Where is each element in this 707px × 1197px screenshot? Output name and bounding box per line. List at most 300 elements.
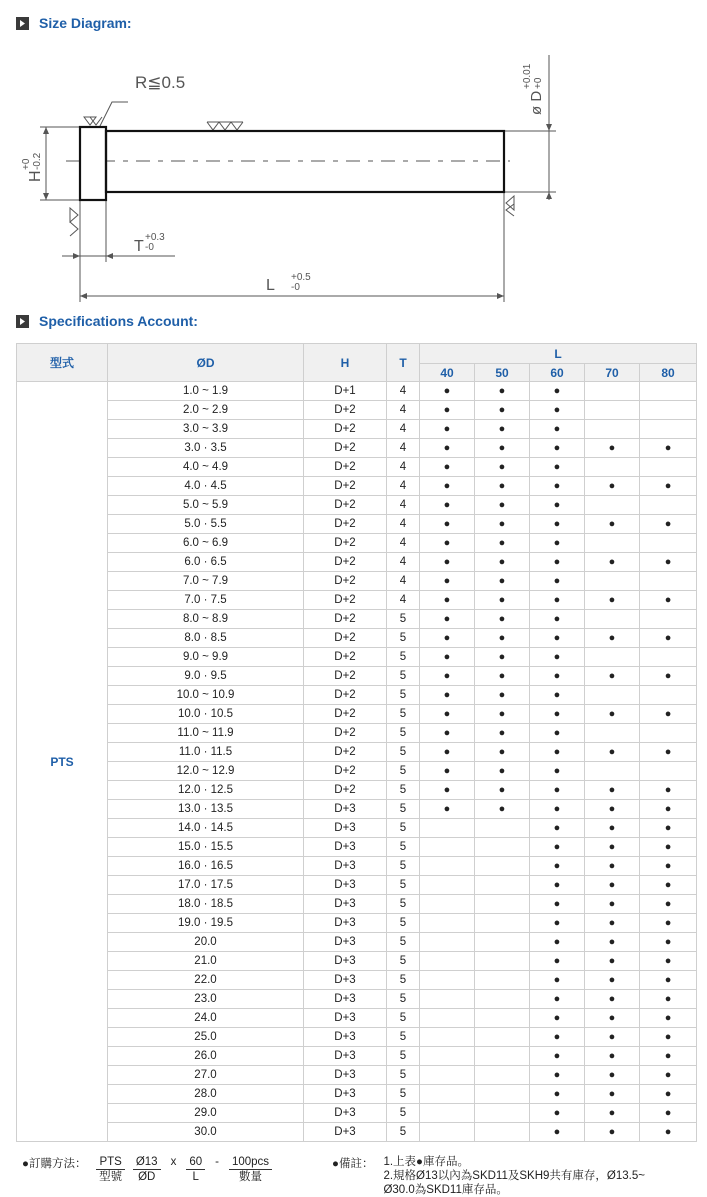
size-diagram-label: Size Diagram: [39, 15, 132, 31]
stock-dot: ● [553, 651, 561, 663]
stock-dot: ● [553, 936, 561, 948]
stock-dot: ● [664, 822, 672, 834]
stock-dot: ● [443, 404, 451, 416]
model-cell: PTS [17, 382, 108, 1142]
availability-cell-l50 [475, 914, 530, 933]
stock-dot: ● [553, 442, 561, 454]
t-cell: 5 [387, 686, 420, 705]
stock-dot: ● [553, 746, 561, 758]
availability-cell-l80 [640, 1009, 697, 1028]
availability-cell-l40 [420, 857, 475, 876]
stock-dot: ● [608, 1050, 616, 1062]
availability-cell-l40 [420, 1066, 475, 1085]
stock-dot: ● [553, 594, 561, 606]
stock-dot: ● [553, 613, 561, 625]
order-separator-dash: - [215, 1156, 219, 1168]
stock-dot: ● [443, 518, 451, 530]
od-cell: 26.0 [108, 1047, 304, 1066]
t-cell: 5 [387, 1028, 420, 1047]
availability-cell-l70 [585, 1104, 640, 1123]
stock-dot: ● [553, 423, 561, 435]
t-cell: 5 [387, 1009, 420, 1028]
h-label: H [27, 170, 44, 182]
availability-cell-l70 [585, 686, 640, 705]
stock-dot: ● [443, 670, 451, 682]
specifications-body [17, 382, 697, 1142]
table-row [17, 629, 697, 648]
availability-cell-l50 [475, 477, 530, 496]
availability-cell-l40 [420, 1085, 475, 1104]
availability-cell-l60 [530, 439, 585, 458]
t-cell: 5 [387, 857, 420, 876]
stock-dot: ● [553, 1107, 561, 1119]
stock-dot: ● [443, 727, 451, 739]
availability-cell-l40 [420, 1104, 475, 1123]
availability-cell-l70 [585, 1123, 640, 1142]
availability-cell-l50 [475, 971, 530, 990]
order-part-quantity: $\frac{\text{100pcs}}{\text{數量}}$ [229, 1155, 272, 1184]
availability-cell-l80 [640, 553, 697, 572]
availability-cell-l40 [420, 743, 475, 762]
availability-cell-l70 [585, 458, 640, 477]
stock-dot: ● [553, 784, 561, 796]
availability-cell-l40 [420, 876, 475, 895]
availability-cell-l50 [475, 382, 530, 401]
h-cell: D+2 [304, 610, 387, 629]
stock-dot: ● [443, 632, 451, 644]
stock-dot: ● [553, 1031, 561, 1043]
table-row [17, 439, 697, 458]
d-label: ø D [528, 90, 545, 115]
od-cell: 15.0 · 15.5 [108, 838, 304, 857]
availability-cell-l60 [530, 914, 585, 933]
availability-cell-l70 [585, 762, 640, 781]
availability-cell-l40 [420, 1028, 475, 1047]
availability-cell-l40 [420, 933, 475, 952]
t-cell: 5 [387, 629, 420, 648]
availability-cell-l50 [475, 572, 530, 591]
t-cell: 5 [387, 933, 420, 952]
stock-dot: ● [498, 689, 506, 701]
stock-dot: ● [498, 746, 506, 758]
h-cell: D+3 [304, 876, 387, 895]
notes-label: ●備註： [332, 1158, 374, 1170]
availability-cell-l60 [530, 553, 585, 572]
availability-cell-l60 [530, 952, 585, 971]
table-row [17, 1123, 697, 1142]
availability-cell-l80 [640, 686, 697, 705]
table-row [17, 1104, 697, 1123]
od-cell: 2.0 ~ 2.9 [108, 401, 304, 420]
stock-dot: ● [553, 1069, 561, 1081]
availability-cell-l40 [420, 724, 475, 743]
t-cell: 5 [387, 1123, 420, 1142]
stock-dot: ● [443, 784, 451, 796]
table-row [17, 1047, 697, 1066]
availability-cell-l40 [420, 895, 475, 914]
od-cell: 7.0 · 7.5 [108, 591, 304, 610]
availability-cell-l70 [585, 952, 640, 971]
availability-cell-l70 [585, 629, 640, 648]
notes [332, 1155, 645, 1197]
availability-cell-l50 [475, 762, 530, 781]
stock-dot: ● [664, 670, 672, 682]
od-cell: 27.0 [108, 1066, 304, 1085]
od-cell: 3.0 ~ 3.9 [108, 420, 304, 439]
table-row [17, 515, 697, 534]
h-cell: D+2 [304, 591, 387, 610]
stock-dot: ● [608, 917, 616, 929]
availability-cell-l80 [640, 1028, 697, 1047]
od-cell: 14.0 · 14.5 [108, 819, 304, 838]
availability-cell-l80 [640, 572, 697, 591]
stock-dot: ● [443, 575, 451, 587]
availability-cell-l80 [640, 648, 697, 667]
table-row [17, 667, 697, 686]
availability-cell-l70 [585, 534, 640, 553]
h-cell: D+1 [304, 382, 387, 401]
od-cell: 10.0 · 10.5 [108, 705, 304, 724]
stock-dot: ● [608, 594, 616, 606]
stock-dot: ● [443, 385, 451, 397]
availability-cell-l70 [585, 1028, 640, 1047]
availability-cell-l60 [530, 971, 585, 990]
table-row [17, 819, 697, 838]
availability-cell-l50 [475, 610, 530, 629]
availability-cell-l60 [530, 990, 585, 1009]
stock-dot: ● [608, 822, 616, 834]
availability-cell-l50 [475, 857, 530, 876]
availability-cell-l80 [640, 914, 697, 933]
availability-cell-l50 [475, 420, 530, 439]
availability-cell-l80 [640, 591, 697, 610]
availability-cell-l60 [530, 800, 585, 819]
footer [22, 1155, 702, 1196]
availability-cell-l60 [530, 572, 585, 591]
availability-cell-l80 [640, 952, 697, 971]
stock-dot: ● [553, 575, 561, 587]
size-diagram [0, 40, 707, 305]
availability-cell-l40 [420, 667, 475, 686]
t-cell: 5 [387, 971, 420, 990]
stock-dot: ● [664, 518, 672, 530]
availability-cell-l80 [640, 1066, 697, 1085]
t-cell: 4 [387, 496, 420, 515]
stock-dot: ● [443, 499, 451, 511]
od-cell: 3.0 · 3.5 [108, 439, 304, 458]
availability-cell-l70 [585, 572, 640, 591]
stock-dot: ● [498, 404, 506, 416]
od-cell: 29.0 [108, 1104, 304, 1123]
stock-dot: ● [553, 917, 561, 929]
stock-dot: ● [553, 727, 561, 739]
availability-cell-l80 [640, 819, 697, 838]
stock-dot: ● [553, 898, 561, 910]
stock-dot: ● [498, 385, 506, 397]
availability-cell-l50 [475, 1009, 530, 1028]
h-cell: D+3 [304, 933, 387, 952]
stock-dot: ● [498, 727, 506, 739]
t-cell: 5 [387, 914, 420, 933]
t-cell: 4 [387, 458, 420, 477]
availability-cell-l60 [530, 743, 585, 762]
t-cell: 4 [387, 401, 420, 420]
stock-dot: ● [553, 537, 561, 549]
od-cell: 1.0 ~ 1.9 [108, 382, 304, 401]
stock-dot: ● [553, 1012, 561, 1024]
stock-dot: ● [553, 879, 561, 891]
availability-cell-l70 [585, 610, 640, 629]
availability-cell-l60 [530, 705, 585, 724]
availability-cell-l40 [420, 477, 475, 496]
pin-head [80, 127, 106, 200]
h-cell: D+3 [304, 952, 387, 971]
availability-cell-l40 [420, 705, 475, 724]
stock-dot: ● [608, 518, 616, 530]
availability-cell-l70 [585, 477, 640, 496]
od-cell: 13.0 · 13.5 [108, 800, 304, 819]
header-h: H [304, 344, 387, 382]
table-row [17, 1028, 697, 1047]
stock-dot: ● [498, 651, 506, 663]
availability-cell-l50 [475, 515, 530, 534]
stock-dot: ● [664, 993, 672, 1005]
order-part-length: $\frac{60}{L}$ [186, 1155, 205, 1184]
availability-cell-l60 [530, 1104, 585, 1123]
stock-dot: ● [498, 499, 506, 511]
availability-cell-l80 [640, 876, 697, 895]
stock-dot: ● [443, 746, 451, 758]
availability-cell-l70 [585, 876, 640, 895]
table-row [17, 857, 697, 876]
table-row [17, 1066, 697, 1085]
availability-cell-l60 [530, 857, 585, 876]
h-cell: D+2 [304, 686, 387, 705]
stock-dot: ● [608, 860, 616, 872]
stock-dot: ● [498, 480, 506, 492]
availability-cell-l60 [530, 534, 585, 553]
h-tol-lower: -0.2 [32, 152, 43, 170]
stock-dot: ● [664, 708, 672, 720]
od-cell: 25.0 [108, 1028, 304, 1047]
stock-dot: ● [443, 594, 451, 606]
t-cell: 4 [387, 477, 420, 496]
stock-dot: ● [664, 442, 672, 454]
availability-cell-l40 [420, 686, 475, 705]
h-cell: D+2 [304, 553, 387, 572]
availability-cell-l60 [530, 591, 585, 610]
t-cell: 5 [387, 743, 420, 762]
availability-cell-l70 [585, 743, 640, 762]
h-cell: D+3 [304, 1028, 387, 1047]
h-cell: D+2 [304, 401, 387, 420]
header-t: T [387, 344, 420, 382]
h-cell: D+3 [304, 819, 387, 838]
stock-dot: ● [608, 898, 616, 910]
stock-dot: ● [664, 879, 672, 891]
stock-dot: ● [553, 385, 561, 397]
stock-dot: ● [553, 632, 561, 644]
availability-cell-l50 [475, 952, 530, 971]
t-cell: 5 [387, 648, 420, 667]
t-cell: 5 [387, 838, 420, 857]
availability-cell-l60 [530, 458, 585, 477]
availability-cell-l60 [530, 401, 585, 420]
availability-cell-l70 [585, 515, 640, 534]
availability-cell-l70 [585, 382, 640, 401]
t-cell: 4 [387, 420, 420, 439]
availability-cell-l40 [420, 990, 475, 1009]
availability-cell-l40 [420, 534, 475, 553]
availability-cell-l80 [640, 1123, 697, 1142]
t-cell: 5 [387, 610, 420, 629]
availability-cell-l50 [475, 800, 530, 819]
od-cell: 5.0 ~ 5.9 [108, 496, 304, 515]
stock-dot: ● [498, 461, 506, 473]
t-cell: 5 [387, 952, 420, 971]
h-cell: D+3 [304, 895, 387, 914]
availability-cell-l40 [420, 382, 475, 401]
stock-dot: ● [498, 803, 506, 815]
od-cell: 20.0 [108, 933, 304, 952]
stock-dot: ● [553, 955, 561, 967]
availability-cell-l80 [640, 610, 697, 629]
stock-dot: ● [664, 803, 672, 815]
availability-cell-l70 [585, 667, 640, 686]
t-cell: 5 [387, 1066, 420, 1085]
availability-cell-l40 [420, 458, 475, 477]
availability-cell-l50 [475, 1047, 530, 1066]
t-label: T [134, 238, 144, 255]
stock-dot: ● [664, 1012, 672, 1024]
availability-cell-l40 [420, 648, 475, 667]
stock-dot: ● [498, 784, 506, 796]
stock-dot: ● [608, 974, 616, 986]
availability-cell-l80 [640, 382, 697, 401]
order-separator-x: x [170, 1156, 177, 1168]
availability-cell-l80 [640, 743, 697, 762]
stock-dot: ● [664, 1069, 672, 1081]
availability-cell-l40 [420, 553, 475, 572]
h-cell: D+2 [304, 439, 387, 458]
availability-cell-l60 [530, 1085, 585, 1104]
h-cell: D+2 [304, 458, 387, 477]
t-cell: 5 [387, 705, 420, 724]
availability-cell-l80 [640, 667, 697, 686]
t-cell: 4 [387, 515, 420, 534]
stock-dot: ● [553, 1088, 561, 1100]
availability-cell-l60 [530, 382, 585, 401]
h-cell: D+3 [304, 1066, 387, 1085]
stock-dot: ● [608, 480, 616, 492]
availability-cell-l80 [640, 629, 697, 648]
od-cell: 24.0 [108, 1009, 304, 1028]
h-cell: D+2 [304, 705, 387, 724]
od-cell: 4.0 · 4.5 [108, 477, 304, 496]
h-cell: D+3 [304, 800, 387, 819]
availability-cell-l60 [530, 420, 585, 439]
stock-dot: ● [608, 1088, 616, 1100]
h-cell: D+2 [304, 534, 387, 553]
h-cell: D+3 [304, 971, 387, 990]
table-row [17, 382, 697, 401]
availability-cell-l40 [420, 781, 475, 800]
availability-cell-l80 [640, 1085, 697, 1104]
table-row [17, 933, 697, 952]
t-cell: 5 [387, 724, 420, 743]
availability-cell-l60 [530, 762, 585, 781]
availability-cell-l50 [475, 401, 530, 420]
stock-dot: ● [608, 955, 616, 967]
stock-dot: ● [553, 841, 561, 853]
order-part-od: $\frac{Ø13}{ØD}$ [133, 1155, 161, 1184]
availability-cell-l50 [475, 686, 530, 705]
stock-dot: ● [498, 613, 506, 625]
od-cell: 12.0 ~ 12.9 [108, 762, 304, 781]
stock-dot: ● [498, 556, 506, 568]
availability-cell-l80 [640, 990, 697, 1009]
availability-cell-l40 [420, 838, 475, 857]
availability-cell-l50 [475, 496, 530, 515]
availability-cell-l50 [475, 895, 530, 914]
stock-dot: ● [443, 651, 451, 663]
table-row [17, 743, 697, 762]
od-cell: 30.0 [108, 1123, 304, 1142]
stock-dot: ● [608, 879, 616, 891]
h-cell: D+3 [304, 1123, 387, 1142]
table-row [17, 914, 697, 933]
table-row [17, 800, 697, 819]
availability-cell-l80 [640, 1047, 697, 1066]
stock-dot: ● [664, 480, 672, 492]
availability-cell-l70 [585, 1066, 640, 1085]
stock-dot: ● [608, 1031, 616, 1043]
stock-dot: ● [664, 632, 672, 644]
stock-dot: ● [553, 803, 561, 815]
availability-cell-l60 [530, 1009, 585, 1028]
specifications-table [16, 343, 697, 1142]
stock-dot: ● [498, 575, 506, 587]
table-row [17, 990, 697, 1009]
od-cell: 22.0 [108, 971, 304, 990]
availability-cell-l80 [640, 857, 697, 876]
availability-cell-l80 [640, 895, 697, 914]
stock-dot: ● [608, 556, 616, 568]
table-row [17, 458, 697, 477]
t-cell: 5 [387, 1085, 420, 1104]
stock-dot: ● [664, 784, 672, 796]
t-cell: 5 [387, 667, 420, 686]
table-row [17, 534, 697, 553]
t-cell: 5 [387, 800, 420, 819]
table-row [17, 686, 697, 705]
stock-dot: ● [608, 803, 616, 815]
d-tol-lower: +0 [533, 77, 544, 89]
h-cell: D+2 [304, 667, 387, 686]
stock-dot: ● [553, 993, 561, 1005]
availability-cell-l70 [585, 401, 640, 420]
od-cell: 9.0 ~ 9.9 [108, 648, 304, 667]
availability-cell-l80 [640, 477, 697, 496]
availability-cell-l60 [530, 724, 585, 743]
stock-dot: ● [498, 632, 506, 644]
t-cell: 4 [387, 382, 420, 401]
availability-cell-l50 [475, 534, 530, 553]
t-tol-upper: +0.3 [145, 232, 165, 243]
od-cell: 10.0 ~ 10.9 [108, 686, 304, 705]
od-cell: 16.0 · 16.5 [108, 857, 304, 876]
availability-cell-l70 [585, 1047, 640, 1066]
